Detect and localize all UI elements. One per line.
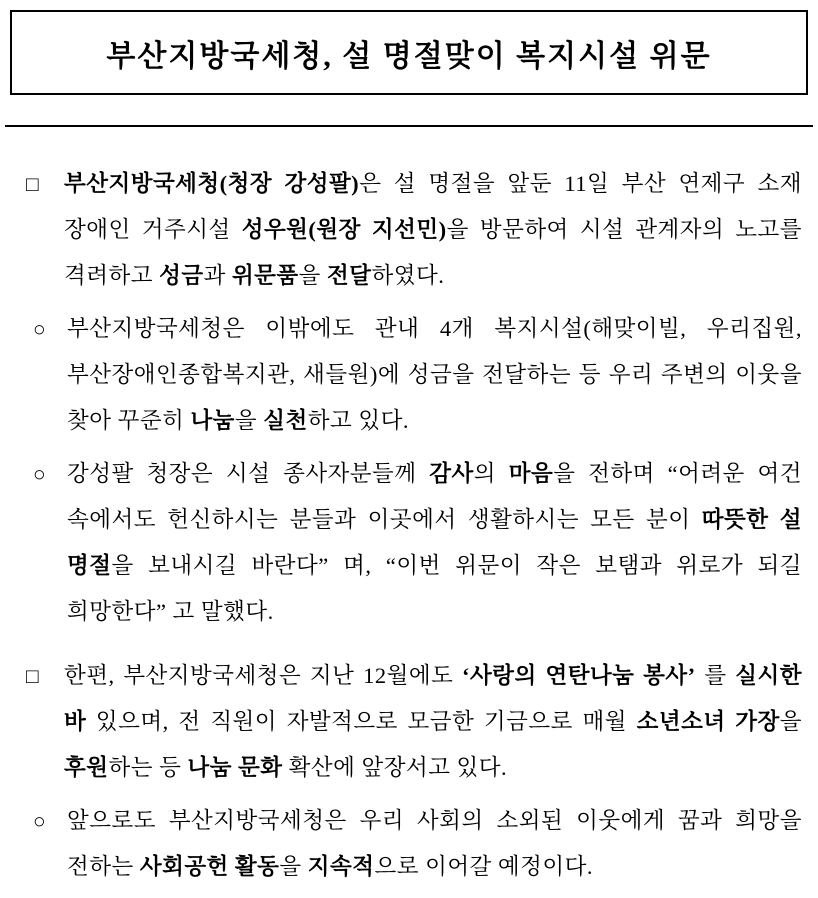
text-segment: 부산지방국세청은 이밖에도 관내 4개 복지시설(해맞이빌, 우리집원, 부산장애인종합복지관, 새들원)에 성금을 전달하는 등 우리 주변의 이웃을 찾아 꾸준히 <box>67 316 802 433</box>
paragraph-text <box>67 798 802 890</box>
text-segment: 과 <box>203 263 232 288</box>
circle-bullet-icon: ○ <box>33 462 46 486</box>
emphasized-text: 성우원(원장 지선민) <box>241 217 447 242</box>
emphasized-text: 나눔 문화 <box>187 755 283 780</box>
emphasized-text: 부산지방국세청(청장 강성팔) <box>64 171 360 196</box>
emphasized-text: 성금 <box>159 263 204 288</box>
text-segment: 를 <box>695 663 736 688</box>
text-segment: 을 전하며 “어려운 여건 속에서도 헌신하시는 분들과 이곳에서 생활하시는 모든 분이 <box>67 461 802 532</box>
emphasized-text: ‘사랑의 연탄나눔 봉사’ <box>462 663 696 688</box>
document-body <box>0 127 818 890</box>
paragraph-text <box>64 653 802 791</box>
emphasized-text: 지속적 <box>307 854 375 879</box>
paragraph-text <box>67 451 802 635</box>
paragraph-text <box>64 161 802 299</box>
text-segment: 하였다. <box>371 263 445 288</box>
paragraph-text <box>67 306 802 444</box>
emphasized-text: 감사 <box>429 461 474 486</box>
emphasized-text: 마음 <box>508 461 554 486</box>
text-segment: 하고 있다. <box>307 408 409 433</box>
paragraph <box>26 798 802 890</box>
square-bullet-icon: □ <box>26 172 39 196</box>
title-box <box>10 10 808 95</box>
text-segment: 확산에 앞장서고 있다. <box>282 755 508 780</box>
emphasized-text: 소년소녀 가장 <box>636 709 780 734</box>
document-title: 부산지방국세청, 설 명절맞이 복지시설 위문 <box>106 39 712 73</box>
emphasized-text: 나눔 <box>190 408 235 433</box>
text-segment: 하는 등 <box>108 755 188 780</box>
text-segment: 앞으로도 부산지방국세청은 우리 사회의 소외된 이웃에게 꿈과 희망을 전하는 <box>67 808 802 879</box>
text-segment: 강성팔 청장은 시설 종사자분들께 <box>67 461 430 486</box>
text-segment: 한편, 부산지방국세청은 지난 12월에도 <box>64 663 463 688</box>
press-release-page <box>0 10 818 898</box>
text-segment: 있으며, 전 직원이 자발적으로 모금한 기금으로 매월 <box>86 709 637 734</box>
circle-bullet-icon: ○ <box>33 317 46 341</box>
paragraph <box>26 653 802 791</box>
paragraph <box>26 161 802 299</box>
text-segment: 을 <box>779 709 803 734</box>
emphasized-text: 실천 <box>263 408 308 433</box>
text-segment: 을 <box>298 263 328 288</box>
text-segment: 은 설 명절을 앞둔 11일 부산 연제구 소재 장애인 거주시설 <box>64 171 802 242</box>
emphasized-text: 실시한 바 <box>64 663 802 734</box>
text-segment: 을 <box>234 408 264 433</box>
paragraph <box>26 306 802 444</box>
paragraph <box>26 451 802 635</box>
circle-bullet-icon: ○ <box>33 809 46 833</box>
text-segment: 을 <box>279 854 308 879</box>
text-segment: 을 보내시길 바란다” 며, “이번 위문이 작은 보탬과 위로가 되길 희망한다” 고 말했다. <box>67 553 802 624</box>
emphasized-text: 후원 <box>64 755 109 780</box>
text-segment: 의 <box>473 461 509 486</box>
emphasized-text: 따뜻한 설 명절 <box>67 507 802 578</box>
square-bullet-icon: □ <box>26 664 39 688</box>
emphasized-text: 위문품 <box>231 263 299 288</box>
text-segment: 으로 이어갈 예정이다. <box>374 854 593 879</box>
text-segment: 을 방문하여 시설 관계자의 노고를 격려하고 <box>64 217 802 288</box>
emphasized-text: 사회공헌 활동 <box>139 854 280 879</box>
emphasized-text: 전달 <box>327 263 372 288</box>
